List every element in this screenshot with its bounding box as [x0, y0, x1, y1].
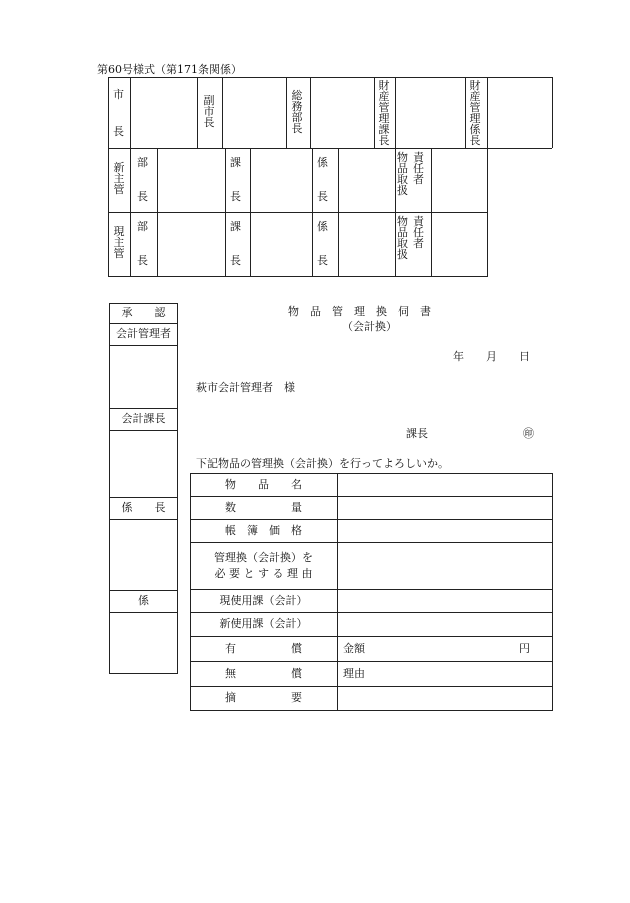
- cur-ka-label: 課: [230, 220, 241, 233]
- staff-stamp-label: 係: [138, 594, 149, 607]
- new-ka-cho-label: 長: [230, 190, 241, 203]
- addressee: 萩市会計管理者 様: [196, 381, 295, 394]
- cur-kakari-label: 係: [317, 220, 328, 233]
- cur-bu-cho-label: 長: [137, 254, 148, 267]
- cur-bu-label: 部: [137, 220, 148, 233]
- new-kakari-cho-label: 長: [317, 190, 328, 203]
- property-subsection-chief-label: 財産管理係長: [469, 79, 481, 147]
- new-responsible-person-label: 物 品 取 扱 責 任 者: [397, 151, 424, 197]
- mayor-label-bottom: 長: [113, 125, 124, 138]
- current-manager-label: 現主管: [113, 225, 125, 260]
- new-ka-label: 課: [230, 156, 241, 169]
- new-dept-label: 新使用課（会計）: [219, 617, 308, 630]
- form-code: 第60号様式（第171条関係）: [97, 63, 242, 76]
- sender-title: 課長: [406, 427, 428, 440]
- approval-stamp-label: 承 認: [121, 306, 166, 319]
- accounting-chief-stamp-label: 会計課長: [121, 412, 166, 425]
- cur-ka-cho-label: 長: [230, 254, 241, 267]
- free-reason-label: 理由: [343, 667, 365, 680]
- book-value-label: 帳 簿 価 格: [225, 524, 302, 537]
- subsection-chief-stamp-label: 係 長: [121, 501, 166, 514]
- date-line: 年 月 日: [453, 350, 530, 363]
- new-manager-label: 新主管: [113, 161, 125, 196]
- reason-label-line2: 必 要 と す る 理 由: [214, 567, 313, 580]
- current-dept-label: 現使用課（会計）: [219, 594, 308, 607]
- amount-label: 金額: [343, 642, 365, 655]
- quantity-label: 数 量: [225, 501, 302, 514]
- document-title: 物 品 管 理 換 伺 書: [288, 305, 431, 318]
- mayor-label-top: 市: [113, 88, 124, 101]
- new-bu-cho-label: 長: [137, 190, 148, 203]
- request-sentence: 下記物品の管理換（会計換）を行ってよろしいか。: [196, 457, 449, 470]
- vice-mayor-label: 副市長: [203, 94, 215, 129]
- document-subtitle: （会計換）: [342, 320, 397, 333]
- yen-unit: 円: [519, 642, 530, 655]
- new-bu-label: 部: [137, 156, 148, 169]
- cur-kakari-cho-label: 長: [317, 254, 328, 267]
- property-section-chief-label: 財産管理課長: [378, 79, 390, 147]
- seal-mark: ㊞: [523, 427, 534, 440]
- cur-responsible-person-label: 物 品 取 扱 責 任 者: [397, 215, 424, 261]
- paid-label: 有 償: [225, 642, 302, 655]
- item-name-label: 物 品 名: [225, 478, 302, 491]
- remarks-label: 摘 要: [225, 691, 302, 704]
- general-affairs-director-label: 総務部長: [291, 89, 303, 135]
- new-kakari-label: 係: [317, 156, 328, 169]
- reason-label-line1: 管理換（会計換）を: [214, 551, 313, 564]
- accountant-stamp-label: 会計管理者: [116, 327, 171, 340]
- free-label: 無 償: [225, 667, 302, 680]
